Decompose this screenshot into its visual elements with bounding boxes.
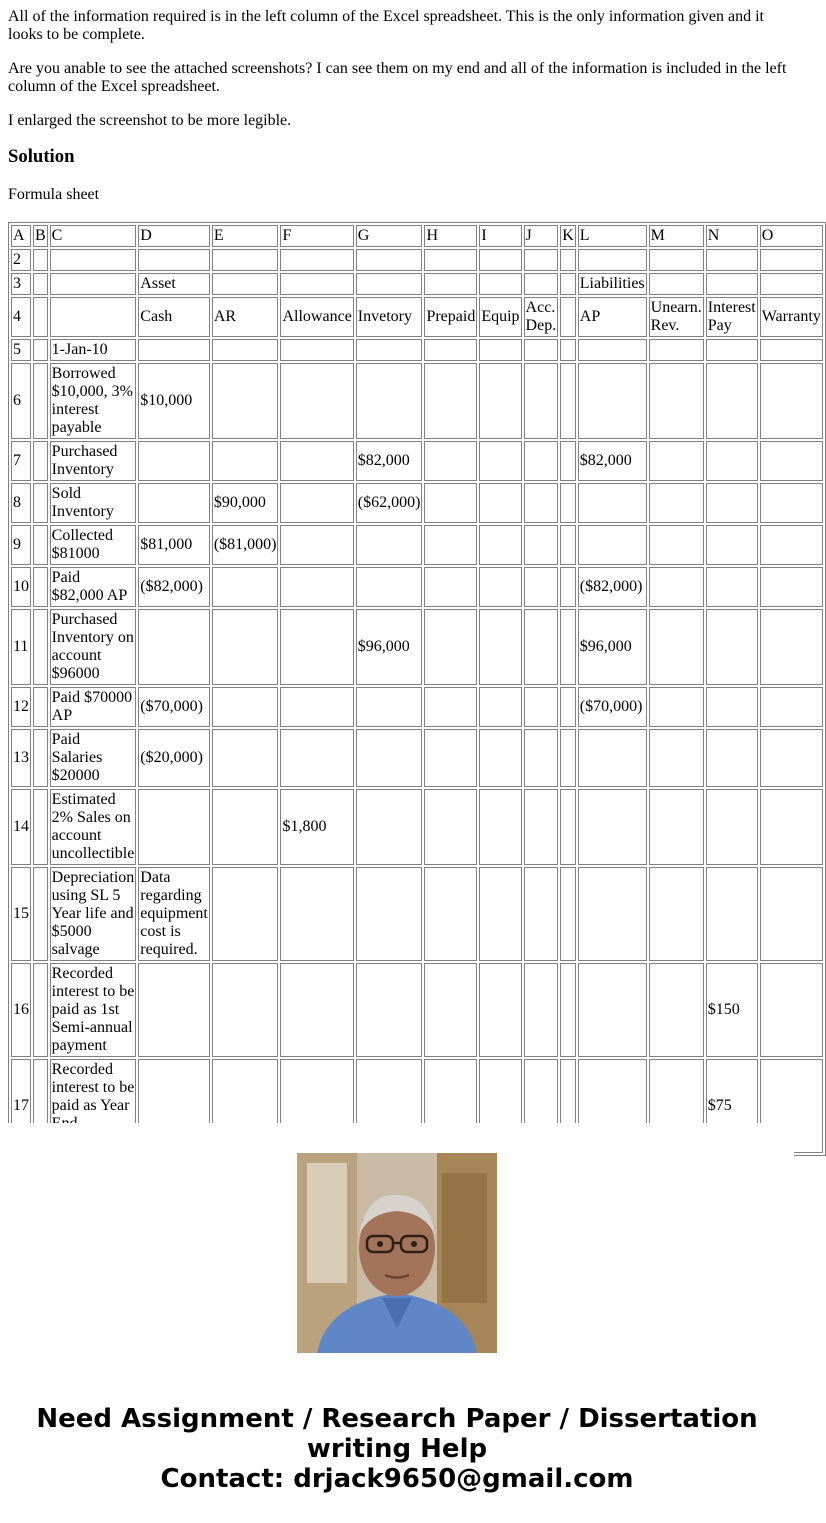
table-cell — [424, 867, 477, 961]
table-cell: Interest Pay — [706, 297, 758, 337]
table-cell — [524, 525, 559, 565]
table-cell: Data regarding equipment cost is required. — [138, 867, 210, 961]
table-cell — [560, 867, 576, 961]
table-cell — [649, 963, 704, 1057]
table-cell — [479, 249, 521, 271]
table-cell — [424, 729, 477, 787]
table-cell — [280, 963, 353, 1057]
table-row — [11, 273, 823, 295]
table-cell: ($81,000) — [212, 525, 279, 565]
table-cell — [649, 483, 704, 523]
table-cell: 17 — [11, 1059, 31, 1153]
table-row — [11, 363, 823, 439]
table-cell — [356, 273, 423, 295]
table-cell: B — [33, 225, 48, 247]
table-cell — [356, 363, 423, 439]
table-cell: Paid $70000 AP — [50, 687, 137, 727]
table-cell — [578, 867, 647, 961]
table-cell — [524, 567, 559, 607]
table-cell: Purchased Inventory on account $96000 — [50, 609, 137, 685]
table-row — [11, 789, 823, 865]
table-row — [11, 483, 823, 523]
table-cell — [50, 297, 137, 337]
table-cell — [138, 249, 210, 271]
table-cell: $96,000 — [356, 609, 423, 685]
table-cell: 2 — [11, 249, 31, 271]
table-cell: 14 — [11, 789, 31, 865]
ad-line-1: Need Assignment / Research Paper / Dissertation — [36, 1404, 758, 1434]
table-row — [11, 609, 823, 685]
table-cell — [760, 273, 823, 295]
table-cell — [578, 483, 647, 523]
table-cell — [33, 525, 48, 565]
table-cell — [212, 687, 279, 727]
table-cell — [212, 789, 279, 865]
table-cell — [706, 249, 758, 271]
table-cell — [560, 567, 576, 607]
table-cell — [649, 363, 704, 439]
table-cell — [424, 567, 477, 607]
table-cell — [760, 441, 823, 481]
table-cell: Equip — [479, 297, 521, 337]
article-body — [8, 8, 794, 220]
table-cell: ($20,000) — [138, 729, 210, 787]
table-cell: Purchased Inventory — [50, 441, 137, 481]
table-cell — [649, 687, 704, 727]
table-cell: Sold Inventory — [50, 483, 137, 523]
table-cell — [50, 249, 137, 271]
table-cell: M — [649, 225, 704, 247]
table-cell — [356, 867, 423, 961]
table-cell — [760, 483, 823, 523]
table-row — [11, 963, 823, 1057]
table-cell — [578, 525, 647, 565]
table-cell — [33, 363, 48, 439]
table-cell: G — [356, 225, 423, 247]
table-cell — [424, 483, 477, 523]
table-cell: Acc. Dep. — [524, 297, 559, 337]
table-cell: 9 — [11, 525, 31, 565]
table-cell — [212, 609, 279, 685]
table-cell — [138, 339, 210, 361]
table-cell: $90,000 — [212, 483, 279, 523]
table-cell — [524, 867, 559, 961]
table-cell — [424, 363, 477, 439]
table-cell — [560, 297, 576, 337]
table-cell — [479, 789, 521, 865]
table-cell: AR — [212, 297, 279, 337]
table-cell — [560, 339, 576, 361]
table-cell — [524, 687, 559, 727]
table-cell: Invetory — [356, 297, 423, 337]
table-cell — [578, 339, 647, 361]
table-cell: Paid Salaries $20000 — [50, 729, 137, 787]
table-cell: Paid $82,000 AP — [50, 567, 137, 607]
table-cell — [706, 363, 758, 439]
table-cell — [356, 789, 423, 865]
table-cell — [212, 339, 279, 361]
table-cell — [356, 687, 423, 727]
table-cell — [760, 687, 823, 727]
table-cell: F — [280, 225, 353, 247]
table-cell — [524, 963, 559, 1057]
table-cell — [424, 609, 477, 685]
table-cell — [649, 441, 704, 481]
table-cell — [524, 273, 559, 295]
table-cell: $81,000 — [138, 525, 210, 565]
table-row — [11, 339, 823, 361]
table-cell — [706, 525, 758, 565]
table-cell — [706, 609, 758, 685]
table-cell — [706, 339, 758, 361]
table-cell — [280, 441, 353, 481]
table-cell — [424, 789, 477, 865]
table-cell — [138, 963, 210, 1057]
table-cell: 13 — [11, 729, 31, 787]
table-cell — [212, 363, 279, 439]
table-cell — [578, 249, 647, 271]
table-row — [11, 297, 823, 337]
table-cell — [524, 249, 559, 271]
table-cell — [560, 963, 576, 1057]
table-cell: Cash — [138, 297, 210, 337]
table-cell — [760, 609, 823, 685]
table-cell — [524, 789, 559, 865]
table-cell: ($70,000) — [138, 687, 210, 727]
table-cell — [138, 609, 210, 685]
table-row — [11, 225, 823, 247]
table-cell — [760, 525, 823, 565]
table-cell — [280, 525, 353, 565]
table-cell — [212, 867, 279, 961]
table-cell — [212, 273, 279, 295]
table-cell — [356, 567, 423, 607]
table-cell — [524, 441, 559, 481]
table-cell: ($82,000) — [138, 567, 210, 607]
table-cell — [560, 789, 576, 865]
table-cell: Depreciation using SL 5 Year life and $5000 salvage — [50, 867, 137, 961]
table-cell: Estimated 2% Sales on account uncollectible — [50, 789, 137, 865]
table-cell — [479, 567, 521, 607]
table-cell — [356, 729, 423, 787]
table-cell — [280, 483, 353, 523]
table-cell: 16 — [11, 963, 31, 1057]
table-cell — [280, 867, 353, 961]
table-cell — [649, 273, 704, 295]
table-cell — [280, 609, 353, 685]
table-cell — [33, 249, 48, 271]
table-cell — [560, 687, 576, 727]
table-cell: 5 — [11, 339, 31, 361]
table-row — [11, 525, 823, 565]
table-cell: L — [578, 225, 647, 247]
table-cell — [212, 567, 279, 607]
table-cell — [578, 963, 647, 1057]
table-cell — [524, 609, 559, 685]
table-cell — [280, 567, 353, 607]
table-cell: A — [11, 225, 31, 247]
table-cell: 15 — [11, 867, 31, 961]
table-row — [11, 441, 823, 481]
table-cell: E — [212, 225, 279, 247]
table-cell — [524, 729, 559, 787]
table-cell — [479, 963, 521, 1057]
table-cell — [212, 963, 279, 1057]
table-cell — [479, 441, 521, 481]
table-cell — [706, 789, 758, 865]
table-cell — [706, 867, 758, 961]
table-cell — [706, 567, 758, 607]
table-cell — [280, 339, 353, 361]
table-cell: 4 — [11, 297, 31, 337]
table-cell — [760, 963, 823, 1057]
table-cell: 7 — [11, 441, 31, 481]
table-cell — [524, 339, 559, 361]
table-cell — [280, 729, 353, 787]
table-cell — [356, 249, 423, 271]
intro-paragraph-1: All of the information required is in the left column of the Excel spreadsheet. This is the only information given and it looks to be complete. — [8, 8, 764, 43]
table-cell — [524, 363, 559, 439]
table-cell — [560, 483, 576, 523]
table-cell — [138, 441, 210, 481]
table-cell: 6 — [11, 363, 31, 439]
table-cell — [356, 339, 423, 361]
table-cell: N — [706, 225, 758, 247]
table-cell — [33, 963, 48, 1057]
table-cell: Warranty — [760, 297, 823, 337]
table-cell — [280, 363, 353, 439]
spreadsheet-clip — [8, 222, 821, 1123]
table-cell — [649, 789, 704, 865]
table-cell — [424, 687, 477, 727]
table-cell — [560, 525, 576, 565]
table-cell — [424, 441, 477, 481]
table-cell — [706, 729, 758, 787]
table-cell — [479, 483, 521, 523]
table-cell — [424, 963, 477, 1057]
table-cell — [479, 363, 521, 439]
table-cell — [356, 963, 423, 1057]
table-cell — [212, 729, 279, 787]
table-cell — [479, 729, 521, 787]
table-cell — [33, 687, 48, 727]
table-cell: 1-Jan-10 — [50, 339, 137, 361]
intro-paragraph-3: I enlarged the screenshot to be more legible. — [8, 112, 292, 129]
table-cell — [479, 273, 521, 295]
table-cell: $1,800 — [280, 789, 353, 865]
table-cell: H — [424, 225, 477, 247]
table-cell — [760, 567, 823, 607]
table-cell — [524, 483, 559, 523]
table-cell — [280, 249, 353, 271]
table-cell: $10,000 — [138, 363, 210, 439]
formula-sheet-label: Formula sheet — [8, 186, 100, 203]
table-row — [11, 249, 823, 271]
table-cell: $75 — [706, 1059, 758, 1153]
table-cell: AP — [578, 297, 647, 337]
table-cell — [424, 273, 477, 295]
table-cell — [649, 249, 704, 271]
table-cell: ($82,000) — [578, 567, 647, 607]
table-cell — [649, 525, 704, 565]
table-cell — [424, 249, 477, 271]
table-cell — [33, 339, 48, 361]
table-cell: I — [479, 225, 521, 247]
person-photo-icon — [297, 1153, 497, 1353]
table-cell — [649, 609, 704, 685]
table-cell — [479, 867, 521, 961]
table-cell — [33, 789, 48, 865]
table-cell — [560, 441, 576, 481]
table-cell: Collected $81000 — [50, 525, 137, 565]
table-cell: O — [760, 225, 823, 247]
table-cell — [33, 609, 48, 685]
table-row — [11, 567, 823, 607]
intro-paragraph-2: Are you anable to see the attached screenshots? I can see them on my end and all of the information is included in the left column of the Excel spreadsheet. — [8, 60, 787, 95]
table-cell: Prepaid — [424, 297, 477, 337]
table-cell — [649, 867, 704, 961]
table-cell: Asset — [138, 273, 210, 295]
formula-sheet-table — [8, 222, 826, 1156]
help-advertisement — [0, 1123, 794, 1523]
table-cell — [760, 729, 823, 787]
table-cell: $150 — [706, 963, 758, 1057]
table-cell: ($70,000) — [578, 687, 647, 727]
table-cell — [424, 525, 477, 565]
table-cell: D — [138, 225, 210, 247]
table-cell: Unearn. Rev. — [649, 297, 704, 337]
table-cell — [33, 567, 48, 607]
table-cell: 10 — [11, 567, 31, 607]
table-cell: 3 — [11, 273, 31, 295]
table-cell — [649, 339, 704, 361]
table-row — [11, 867, 823, 961]
table-cell — [706, 273, 758, 295]
table-cell — [760, 789, 823, 865]
table-cell — [560, 249, 576, 271]
table-cell — [138, 483, 210, 523]
table-cell — [479, 687, 521, 727]
table-cell — [560, 273, 576, 295]
table-cell — [50, 273, 137, 295]
table-cell: Recorded interest to be paid as 1st Semi-annual payment — [50, 963, 137, 1057]
table-cell — [356, 525, 423, 565]
table-cell — [578, 729, 647, 787]
table-row — [11, 729, 823, 787]
table-cell — [33, 729, 48, 787]
ad-line-3: Contact: drjack9650@gmail.com — [160, 1464, 634, 1494]
table-cell — [280, 273, 353, 295]
avatar — [297, 1153, 497, 1353]
table-cell: 12 — [11, 687, 31, 727]
table-cell: ($62,000) — [356, 483, 423, 523]
ad-line-2: writing Help — [306, 1434, 488, 1464]
table-cell: Recorded interest to be paid as Year — [50, 1059, 137, 1153]
table-cell: C — [50, 225, 137, 247]
table-cell — [33, 867, 48, 961]
table-cell: Liabilities — [578, 273, 647, 295]
table-cell: J — [524, 225, 559, 247]
table-cell — [706, 441, 758, 481]
table-cell: Borrowed $10,000, 3% interest payable — [50, 363, 137, 439]
table-cell — [560, 363, 576, 439]
table-cell — [706, 483, 758, 523]
table-cell — [560, 609, 576, 685]
table-cell: $96,000 — [578, 609, 647, 685]
table-cell: $82,000 — [356, 441, 423, 481]
solution-heading: Solution — [8, 146, 75, 167]
table-cell — [212, 441, 279, 481]
table-cell: K — [560, 225, 576, 247]
table-cell — [280, 687, 353, 727]
table-cell — [212, 249, 279, 271]
table-cell — [649, 729, 704, 787]
table-cell — [479, 525, 521, 565]
table-cell — [760, 249, 823, 271]
table-cell — [33, 483, 48, 523]
table-cell: 11 — [11, 609, 31, 685]
table-cell: $82,000 — [578, 441, 647, 481]
table-cell — [138, 789, 210, 865]
table-cell — [560, 729, 576, 787]
table-cell — [706, 687, 758, 727]
table-row — [11, 687, 823, 727]
table-cell: 8 — [11, 483, 31, 523]
table-cell — [33, 297, 48, 337]
table-cell — [760, 363, 823, 439]
help-contact-text — [0, 1404, 794, 1494]
table-cell — [479, 609, 521, 685]
table-cell — [760, 867, 823, 961]
table-cell: Allowance — [280, 297, 353, 337]
table-cell — [33, 273, 48, 295]
table-cell — [479, 339, 521, 361]
table-cell — [578, 363, 647, 439]
table-cell — [424, 339, 477, 361]
table-cell — [578, 789, 647, 865]
table-cell — [760, 339, 823, 361]
table-cell — [33, 441, 48, 481]
table-cell — [649, 567, 704, 607]
